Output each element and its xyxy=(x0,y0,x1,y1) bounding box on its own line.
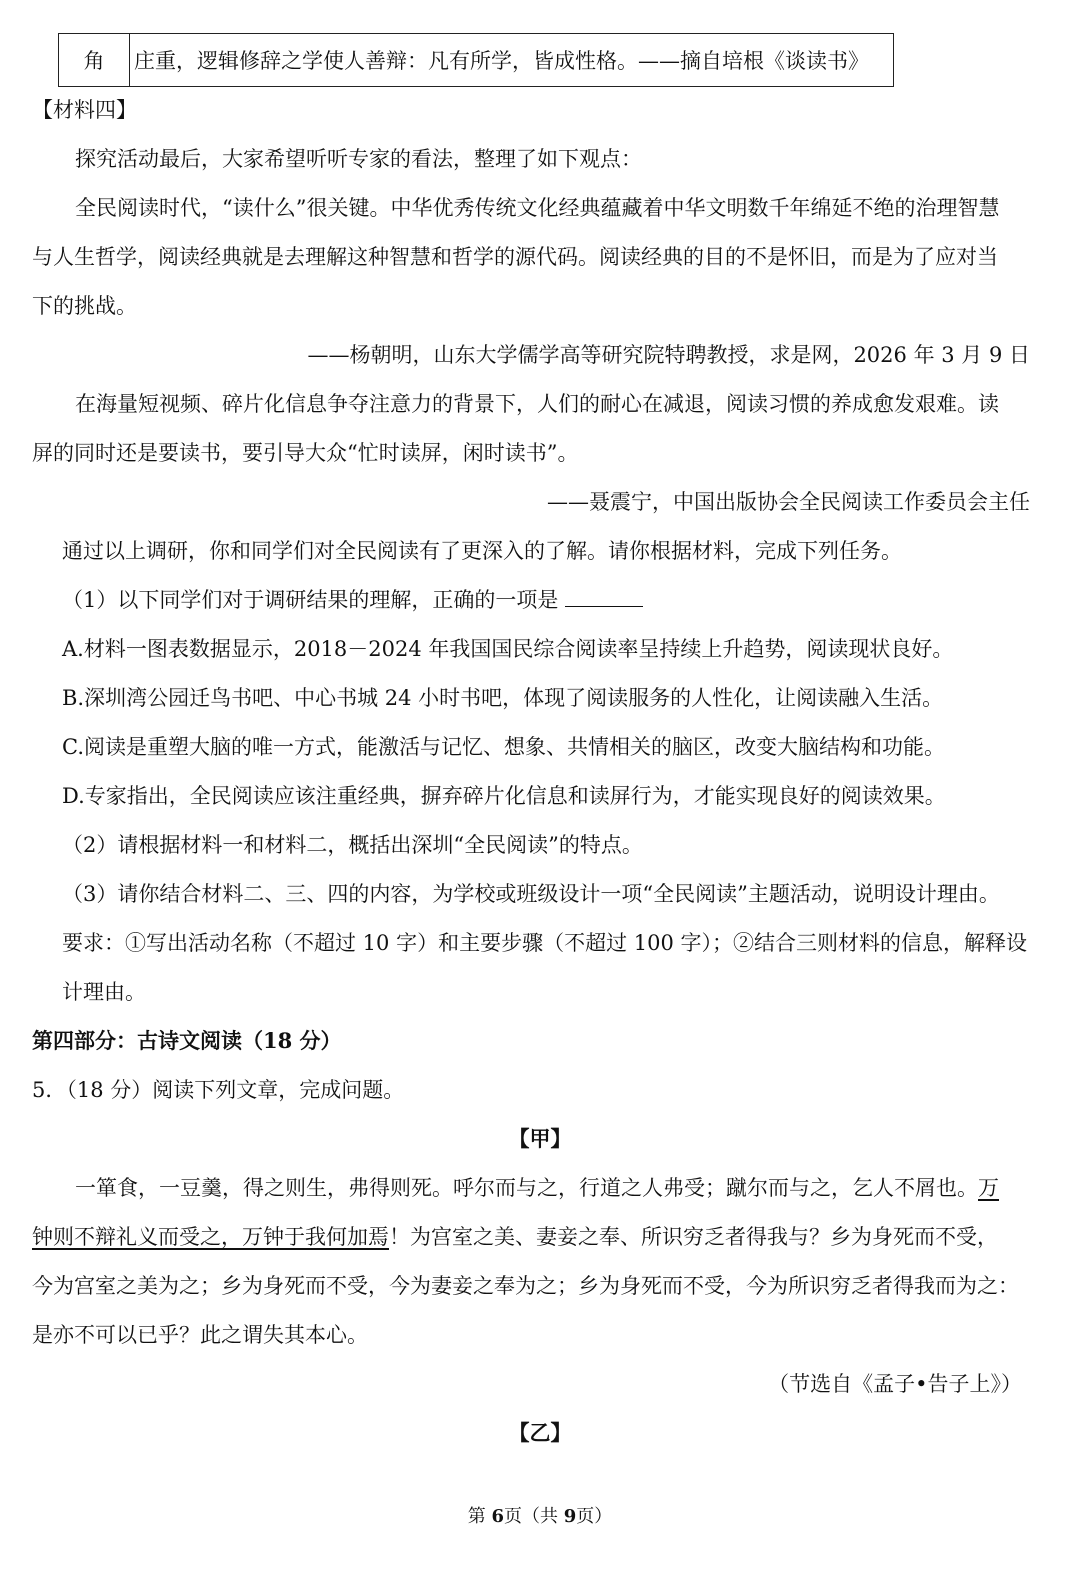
passage-yi-label: 【乙】 xyxy=(508,1420,572,1445)
expert2-line1: 在海量短视频、碎片化信息争夺注意力的背景下，人们的耐心在减退，阅读习惯的养成愈发艰难。读 xyxy=(75,392,999,416)
option-c: C.阅读是重塑大脑的唯一方式，能激活与记忆、想象、共情相关的脑区，改变大脑结构和功能。 xyxy=(62,735,945,759)
passage-jia-line3: 今为宫室之美为之；乡为身死而不受，今为妻妾之奉为之；乡为身死而不受，今为所识穷乏者得我而为之： xyxy=(32,1274,1019,1298)
task-intro: 通过以上调研，你和同学们对全民阅读有了更深入的了解。请你根据材料，完成下列任务。 xyxy=(62,539,902,563)
passage-jia-line4: 是亦不可以已乎？此之谓失其本心。 xyxy=(32,1323,368,1347)
option-b: B.深圳湾公园迁鸟书吧、中心书城 24 小时书吧，体现了阅读服务的人性化，让阅读融入生活。 xyxy=(62,686,944,710)
expert1-line2: 与人生哲学，阅读经典就是去理解这种智慧和哲学的源代码。阅读经典的目的不是怀旧，而是为了应对当 xyxy=(32,245,998,269)
expert2-line2: 屏的同时还是要读书，要引导大众“忙时读屏，闲时读书”。 xyxy=(32,441,579,465)
page-total: 9 xyxy=(563,1506,577,1527)
option-a: A.材料一图表数据显示，2018－2024 年我国国民综合阅读率呈持续上升趋势，阅读现状良好。 xyxy=(62,637,954,661)
table-row xyxy=(59,34,894,87)
part4-heading: 第四部分：古诗文阅读（18 分） xyxy=(32,1028,342,1053)
expert1-line3: 下的挑战。 xyxy=(32,294,137,318)
requirement-line1: 要求：①写出活动名称（不超过 10 字）和主要步骤（不超过 100 字）；②结合三则材料的信息，解释设 xyxy=(62,931,1028,955)
expert1-line1: 全民阅读时代，“读什么”很关键。中华优秀传统文化经典蕴藏着中华文明数千年绵延不绝的治理智慧 xyxy=(75,196,1000,220)
passage-jia-source: （节选自《孟子•告子上》） xyxy=(768,1372,1022,1396)
excerpt-table xyxy=(58,33,894,87)
passage-jia-line1 xyxy=(75,1173,999,1203)
passage-jia-line2 xyxy=(32,1222,998,1252)
question-1-text: （1）以下同学们对于调研结果的理解，正确的一项是 xyxy=(62,588,566,612)
answer-blank xyxy=(565,586,643,607)
passage-jia-label: 【甲】 xyxy=(508,1126,572,1151)
expert1-source: ——杨朝明，山东大学儒学高等研究院特聘教授，求是网，2026 年 3 月 9 日 xyxy=(307,343,1030,367)
page-number: 6 xyxy=(491,1506,504,1527)
footer-post: 页） xyxy=(576,1506,613,1527)
passage-jia-line1-text: 一箪食，一豆羹，得之则生，弗得则死。呼尔而与之，行道之人弗受；蹴尔而与之，乞人不屑也。 xyxy=(75,1176,978,1200)
question-5: 5．（18 分）阅读下列文章，完成问题。 xyxy=(32,1078,405,1102)
option-d: D.专家指出，全民阅读应该注重经典，摒弃碎片化信息和读屏行为，才能实现良好的阅读效果。 xyxy=(62,784,946,808)
question-2: （2）请根据材料一和材料二，概括出深圳“全民阅读”的特点。 xyxy=(62,833,643,857)
question-1 xyxy=(62,585,643,615)
page-footer xyxy=(0,1502,1080,1528)
material4-intro: 探究活动最后，大家希望听听专家的看法，整理了如下观点： xyxy=(75,147,642,171)
passage-jia-line2-text: ！为宫室之美、妻妾之奉、所识穷乏者得我与？乡为身死而不受， xyxy=(389,1225,998,1249)
footer-mid: 页（共 xyxy=(504,1506,564,1527)
material4-title: 【材料四】 xyxy=(32,98,137,122)
question-3: （3）请你结合材料二、三、四的内容，为学校或班级设计一项“全民阅读”主题活动，说明设计理由。 xyxy=(62,882,1000,906)
table-cell-quote: 庄重，逻辑修辞之学使人善辩：凡有所学，皆成性格。——摘自培根《谈读书》 xyxy=(130,34,894,87)
requirement-line2: 计理由。 xyxy=(62,980,146,1004)
footer-pre: 第 xyxy=(467,1506,492,1527)
expert2-source: ——聂震宁，中国出版协会全民阅读工作委员会主任 xyxy=(547,490,1030,514)
underlined-sentence-start: 万 xyxy=(978,1176,999,1200)
underlined-sentence: 钟则不辩礼义而受之，万钟于我何加焉 xyxy=(32,1225,389,1249)
table-cell-label: 角 xyxy=(59,34,130,87)
